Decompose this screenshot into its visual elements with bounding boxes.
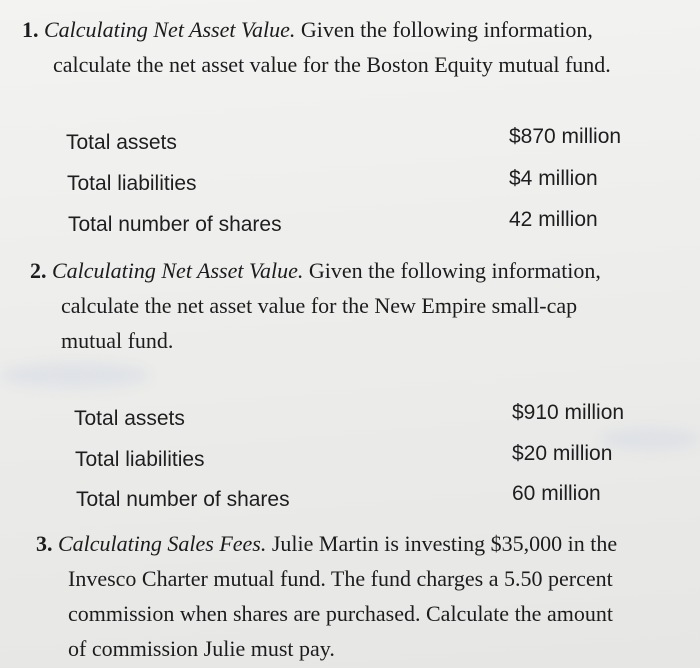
problem-title: Calculating Sales Fees. xyxy=(58,531,267,556)
problem-title: Calculating Net Asset Value. xyxy=(44,17,296,42)
row-value: $20 million xyxy=(512,442,613,465)
problem-text: Given the following information, xyxy=(300,17,593,42)
problem-3-line-2: Invesco Charter mutual fund. The fund charges a 5.50 percent xyxy=(68,566,613,591)
problem-3-line-1 xyxy=(36,526,617,561)
problem-2 xyxy=(30,253,601,358)
row-label: Total number of shares xyxy=(68,213,282,236)
problem-title: Calculating Net Asset Value. xyxy=(52,258,304,283)
problem-3-line-3: commission when shares are purchased. Calculate the amount xyxy=(68,601,613,626)
data-row xyxy=(0,401,700,435)
row-label: Total assets xyxy=(74,407,185,430)
row-value: 60 million xyxy=(512,482,601,505)
row-label: Total number of shares xyxy=(76,488,290,511)
problem-number: 1. xyxy=(22,17,39,42)
row-label: Total assets xyxy=(66,131,177,154)
problem-text: Given the following information, xyxy=(308,258,601,283)
row-label: Total liabilities xyxy=(67,172,197,195)
data-row xyxy=(0,208,700,241)
data-row xyxy=(0,167,700,200)
problem-1 xyxy=(22,12,611,82)
problem-3 xyxy=(36,526,617,666)
data-row xyxy=(0,125,700,159)
problem-1-line-2: calculate the net asset value for the Boston Equity mutual fund. xyxy=(53,52,611,77)
data-row xyxy=(0,442,700,476)
data-row xyxy=(0,482,700,516)
problem-text: Julie Martin is investing $35,000 in the xyxy=(271,531,618,556)
row-value: $4 million xyxy=(509,167,598,190)
problem-1-line-1 xyxy=(22,12,611,47)
problem-number: 3. xyxy=(36,531,53,556)
row-label: Total liabilities xyxy=(75,448,205,471)
row-value: $870 million xyxy=(509,125,622,148)
row-value: $910 million xyxy=(512,401,625,424)
row-value: 42 million xyxy=(509,208,598,231)
problem-2-line-1 xyxy=(30,253,601,288)
problem-2-line-3: mutual fund. xyxy=(61,328,174,353)
problem-3-line-4: of commission Julie must pay. xyxy=(68,636,335,661)
problem-number: 2. xyxy=(30,258,47,283)
photo-glare xyxy=(0,362,150,388)
problem-2-line-2: calculate the net asset value for the New Empire small-cap xyxy=(61,293,578,318)
